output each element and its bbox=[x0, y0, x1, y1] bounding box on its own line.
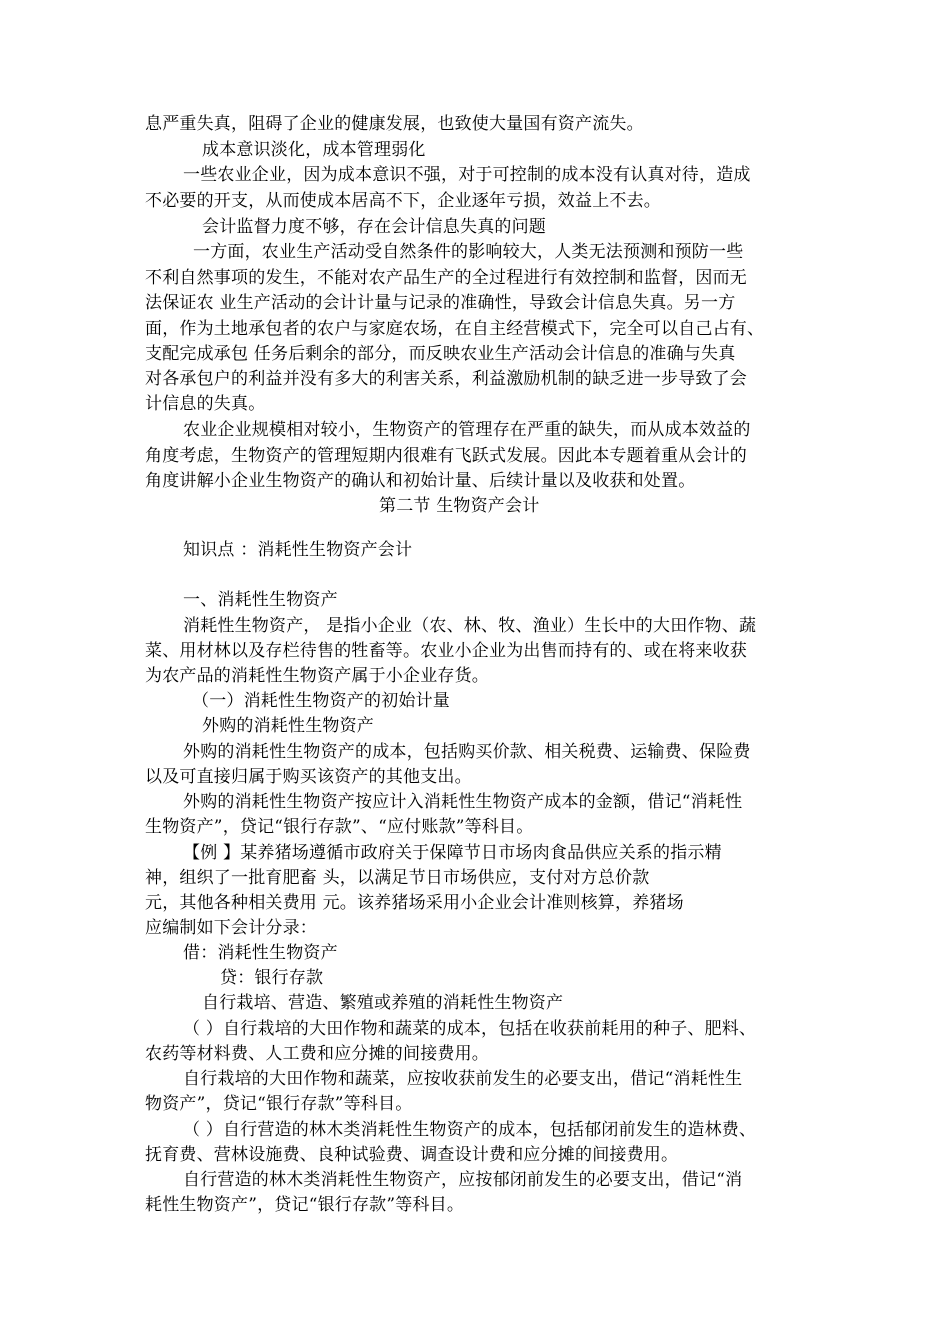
text-line: 农业企业规模相对较小，生物资产的管理存在严重的缺失，而从成本效益的 bbox=[183, 420, 751, 440]
text-line: 一、消耗性生物资产 bbox=[183, 590, 338, 610]
text-line: 元，其他各种相关费用 元。该养猪场采用小企业会计准则核算，养猪场 bbox=[145, 893, 684, 913]
text-line: 为农产品的消耗性生物资产属于小企业存货。 bbox=[145, 666, 489, 686]
text-line: 抚育费、营林设施费、良种试验费、调查设计费和应分摊的间接费用。 bbox=[145, 1145, 679, 1165]
text-line: 成本意识淡化，成本管理弱化 bbox=[202, 140, 426, 160]
text-line: 不必要的开支，从而使成本居高不下，企业逐年亏损，效益上不去。 bbox=[145, 191, 661, 211]
text-line: 角度讲解小企业生物资产的确认和初始计量、后续计量以及收获和处置。 bbox=[145, 471, 696, 491]
text-line: 自行营造的林木类消耗性生物资产，应按郁闭前发生的必要支出，借记“消 bbox=[183, 1170, 743, 1190]
text-line: 支配完成承包 任务后剩余的部分，而反映农业生产活动会计信息的准确与失真 bbox=[145, 344, 736, 364]
text-line: 农药等材料费、人工费和应分摊的间接费用。 bbox=[145, 1044, 489, 1064]
text-line: 自行栽培的大田作物和蔬菜，应按收获前发生的必要支出，借记“消耗性生 bbox=[183, 1069, 743, 1089]
text-line: 息严重失真，阻碍了企业的健康发展，也致使大量国有资产流失。 bbox=[145, 114, 644, 134]
text-line: 【例 】某养猪场遵循市政府关于保障节日市场肉食品供应关系的指示精 bbox=[183, 843, 722, 863]
text-line: 面，作为土地承包者的农户与家庭农场，在自主经营模式下，完全可以自己占有、 bbox=[145, 319, 765, 339]
text-line: 外购的消耗性生物资产 bbox=[202, 716, 374, 736]
text-line: 对各承包户的利益并没有多大的利害关系，利益激励机制的缺乏进一步导致了会 bbox=[145, 369, 747, 389]
text-line: 知识点 ：消耗性生物资产会计 bbox=[183, 540, 413, 560]
text-line: 一些农业企业，因为成本意识不强，对于可控制的成本没有认真对待，造成 bbox=[183, 165, 751, 185]
text-line: 耗性生物资产”，贷记“银行存款”等科目。 bbox=[145, 1195, 465, 1215]
text-line: 消耗性生物资产， 是指小企业（农、林、牧、渔业）生长中的大田作物、蔬 bbox=[183, 616, 757, 636]
text-line: 贷：银行存款 bbox=[220, 968, 324, 988]
text-line: 外购的消耗性生物资产按应计入消耗性生物资产成本的金额，借记“消耗性 bbox=[183, 792, 743, 812]
text-line: 角度考虑，生物资产的管理短期内很难有飞跃式发展。因此本专题着重从会计的 bbox=[145, 446, 747, 466]
text-line: 自行栽培、营造、繁殖或养殖的消耗性生物资产 bbox=[202, 993, 564, 1013]
text-line: 不利自然事项的发生，不能对农产品生产的全过程进行有效控制和监督，因而无 bbox=[145, 268, 747, 288]
text-line: 生物资产”，贷记“银行存款”、“应付账款”等科目。 bbox=[145, 817, 534, 837]
text-line: （ ）自行营造的林木类消耗性生物资产的成本，包括郁闭前发生的造林费、 bbox=[183, 1120, 757, 1140]
text-line: （ ）自行栽培的大田作物和蔬菜的成本，包括在收获前耗用的种子、肥料、 bbox=[183, 1019, 757, 1039]
text-line: 借：消耗性生物资产 bbox=[183, 943, 338, 963]
text-line: （一）消耗性生物资产的初始计量 bbox=[192, 691, 450, 711]
text-line: 外购的消耗性生物资产的成本，包括购买价款、相关税费、运输费、保险费 bbox=[183, 742, 751, 762]
text-line: 一方面，农业生产活动受自然条件的影响较大，人类无法预测和预防一些 bbox=[193, 242, 744, 262]
text-line: 法保证农 业生产活动的会计计量与记录的准确性，导致会计信息失真。另一方 bbox=[145, 293, 736, 313]
text-line: 神，组织了一批育肥畜 头，以满足节日市场供应，支付对方总价款 bbox=[145, 868, 650, 888]
text-line: 计信息的失真。 bbox=[145, 394, 266, 414]
text-line: 菜、用材林以及存栏待售的牲畜等。农业小企业为出售而持有的、或在将来收获 bbox=[145, 641, 747, 661]
text-line: 应编制如下会计分录： bbox=[145, 918, 317, 938]
text-line: 第二节 生物资产会计 bbox=[379, 496, 540, 516]
text-line: 以及可直接归属于购买该资产的其他支出。 bbox=[145, 767, 472, 787]
text-line: 物资产”，贷记“银行存款”等科目。 bbox=[145, 1094, 413, 1114]
text-line: 会计监督力度不够，存在会计信息失真的问题 bbox=[202, 217, 546, 237]
